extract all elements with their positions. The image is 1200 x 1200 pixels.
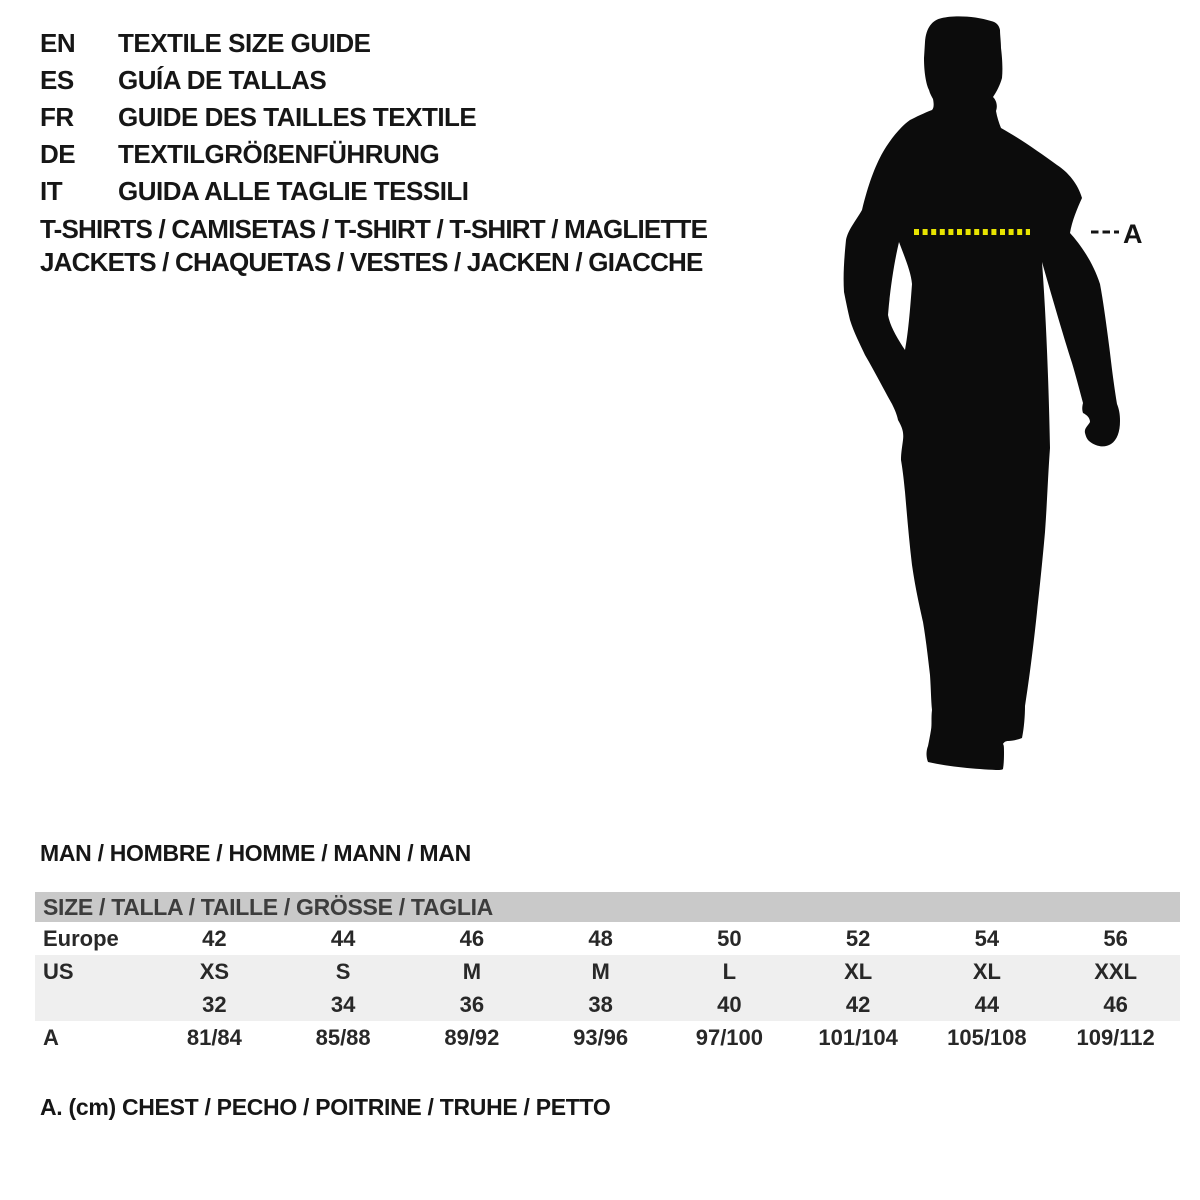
- language-code: DE: [40, 139, 76, 169]
- table-row: [35, 922, 1180, 955]
- size-value-cell: 40: [717, 991, 742, 1017]
- language-code: EN: [40, 28, 76, 58]
- table-row: [35, 1021, 1180, 1054]
- size-value-cell: 85/88: [315, 1024, 371, 1050]
- language-title: TEXTILE SIZE GUIDE: [118, 28, 371, 58]
- category-line-jackets: JACKETS / CHAQUETAS / VESTES / JACKEN / GIACCHE: [40, 247, 703, 277]
- language-code: FR: [40, 102, 74, 132]
- language-title: GUIDA ALLE TAGLIE TESSILI: [118, 176, 469, 206]
- footnote-chest: A. (cm) CHEST / PECHO / POITRINE / TRUHE / PETTO: [40, 1094, 611, 1120]
- language-title: TEXTILGRÖßENFÜHRUNG: [118, 139, 440, 169]
- language-row: [40, 99, 476, 136]
- size-value-cell: 109/112: [1076, 1024, 1155, 1050]
- size-value-cell: 50: [717, 925, 742, 951]
- size-value-cell: 52: [845, 925, 871, 951]
- size-value-cell: 97/100: [695, 1024, 764, 1050]
- size-value-cell: XS: [199, 958, 230, 984]
- size-value-cell: 46: [1103, 991, 1128, 1017]
- table-row: [35, 988, 1180, 1021]
- size-value-cell: 36: [459, 991, 485, 1017]
- size-value-cell: XL: [844, 958, 873, 984]
- man-silhouette: [844, 16, 1120, 770]
- row-label: US: [43, 958, 74, 984]
- size-value-cell: 32: [202, 991, 227, 1017]
- row-label: A: [43, 1024, 59, 1050]
- language-row: [40, 136, 476, 173]
- row-label: Europe: [43, 925, 119, 951]
- language-title: GUÍA DE TALLAS: [118, 65, 327, 95]
- size-guide-figure: [820, 0, 1200, 800]
- size-value-cell: 105/108: [947, 1024, 1027, 1050]
- size-value-cell: 34: [330, 991, 356, 1017]
- figure-canvas: [820, 0, 1200, 800]
- size-value-cell: L: [722, 958, 737, 984]
- language-row: [40, 173, 476, 210]
- marker-a-label: A: [1123, 219, 1143, 249]
- size-value-cell: S: [335, 958, 351, 984]
- language-row: [40, 62, 476, 99]
- size-value-cell: 42: [202, 925, 227, 951]
- size-value-cell: XL: [972, 958, 1001, 984]
- size-value-cell: M: [462, 958, 482, 984]
- language-row: [40, 25, 476, 62]
- size-value-cell: 38: [588, 991, 613, 1017]
- size-value-cell: 93/96: [573, 1024, 629, 1050]
- language-code: IT: [40, 176, 63, 206]
- category-line-tshirts: T-SHIRTS / CAMISETAS / T-SHIRT / T-SHIRT / MAGLIETTE: [40, 214, 708, 244]
- size-value-cell: 44: [330, 925, 356, 951]
- size-value-cell: 44: [974, 991, 1000, 1017]
- language-list: [40, 25, 476, 210]
- table-row: [35, 955, 1180, 988]
- size-value-cell: 54: [974, 925, 1000, 951]
- size-value-cell: 56: [1103, 925, 1128, 951]
- size-value-cell: XXL: [1094, 958, 1138, 984]
- size-value-cell: 48: [588, 925, 613, 951]
- size-value-cell: 81/84: [186, 1024, 242, 1050]
- size-value-cell: M: [591, 958, 610, 984]
- table-header-row: [35, 892, 1180, 922]
- size-value-cell: 42: [845, 991, 871, 1017]
- size-table: [35, 892, 1180, 1054]
- size-table-body: [35, 922, 1180, 1054]
- language-title: GUIDE DES TAILLES TEXTILE: [118, 102, 477, 132]
- size-value-cell: 46: [459, 925, 485, 951]
- section-title-man: MAN / HOMBRE / HOMME / MANN / MAN: [40, 840, 471, 866]
- row-label: [35, 988, 150, 1021]
- category-lines: [40, 213, 707, 279]
- table-header-label: SIZE / TALLA / TAILLE / GRÖSSE / TAGLIA: [35, 892, 1180, 922]
- size-value-cell: 101/104: [818, 1024, 898, 1050]
- size-value-cell: 89/92: [444, 1024, 500, 1050]
- language-code: ES: [40, 65, 74, 95]
